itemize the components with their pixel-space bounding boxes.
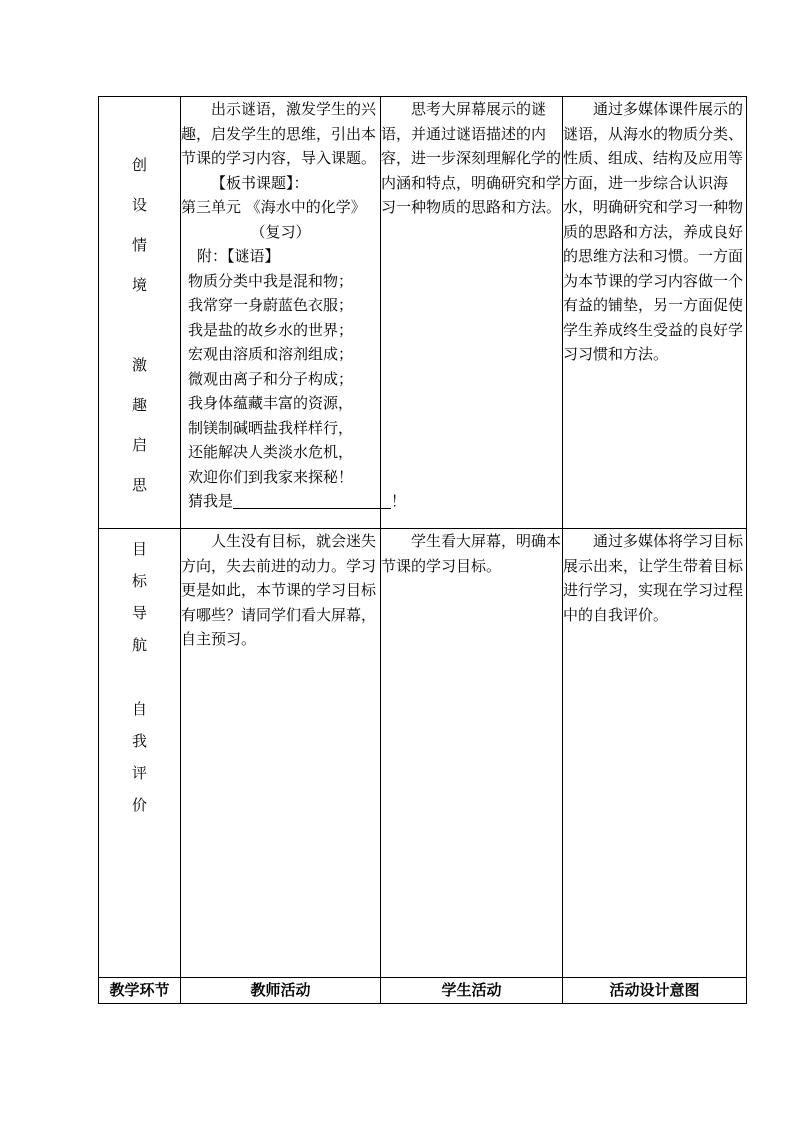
teacher-intro: 出示谜语，激发学生的兴趣，启发学生的思维，引出本节课的学习内容，导入课题。 xyxy=(181,100,377,167)
header-stage: 教学环节 xyxy=(99,978,181,1004)
stage-char: 趣 xyxy=(131,396,147,414)
stage-char: 境 xyxy=(131,276,147,294)
riddle-line: 还能解决人类淡水危机， xyxy=(188,443,354,461)
riddle-line: 欢迎你们到我家来探秘！ xyxy=(188,467,354,486)
stage-char: 标 xyxy=(131,572,147,590)
riddle-line: 我是盐的故乡水的世界； xyxy=(188,320,354,339)
design-intent-cell xyxy=(563,97,747,529)
teacher-activity-cell xyxy=(181,97,407,529)
header-intent: 活动设计意图 xyxy=(563,978,747,1004)
teacher-activity-text: 人生没有目标，就会迷失方向，失去前进的动力。学习更是如此，本节课的学习目标有哪些？请同学们看大屏幕，自主预习。 xyxy=(181,532,377,648)
student-activity-text: 学生看大屏幕，明确本节课的学习目标。 xyxy=(381,532,562,575)
stage-cell xyxy=(99,529,181,978)
stage-char: 我 xyxy=(131,732,147,750)
riddle-line: 我身体蕴藏丰富的资源， xyxy=(188,394,354,412)
riddle-line: 宏观由溶质和溶剂组成； xyxy=(188,345,354,363)
stage-char: 创 xyxy=(131,156,147,174)
design-intent-text: 通过多媒体将学习目标展示出来，让学生带着目标进行学习，实现在学习过程中的自我评价。 xyxy=(563,532,744,624)
riddle-line: 物质分类中我是混和物； xyxy=(188,271,354,290)
table-row xyxy=(99,529,747,978)
stage-cell xyxy=(99,97,181,529)
review-label: （复习） xyxy=(250,222,311,241)
stage-char: 评 xyxy=(131,764,147,782)
riddle-line: 微观由离子和分子构成； xyxy=(188,369,354,388)
stage-char: 自 xyxy=(131,700,147,718)
lesson-plan-table xyxy=(98,96,747,1004)
stage-char: 价 xyxy=(131,796,147,814)
riddle-lines xyxy=(181,269,407,514)
stage-char: 目 xyxy=(131,540,147,558)
header-student: 学生活动 xyxy=(381,978,563,1004)
student-activity-text: 思考大屏幕展示的谜语，并通过谜语描述的内容，进一步深刻理解化学的内涵和特点，明确研究和学习一种物质的思路和方法。 xyxy=(381,100,562,216)
stage-char: 设 xyxy=(131,196,147,214)
student-activity-cell xyxy=(381,97,563,529)
guess-suffix: ！ xyxy=(391,492,407,510)
teacher-activity-cell xyxy=(181,529,381,978)
stage-char: 情 xyxy=(131,236,147,254)
riddle-line: 我常穿一身蔚蓝色衣服； xyxy=(188,296,354,314)
riddle-line: 制镁制碱晒盐我样样行， xyxy=(188,418,354,437)
board-label: 【板书课题】： xyxy=(211,173,309,192)
table-header-row xyxy=(99,978,747,1004)
header-teacher: 教师活动 xyxy=(181,978,381,1004)
stage-char: 导 xyxy=(131,604,147,622)
design-intent-cell xyxy=(563,529,747,978)
riddle-label: 附：【谜语】 xyxy=(197,247,280,265)
guess-prefix: 猜我是 xyxy=(188,492,234,510)
guess-line xyxy=(188,489,407,514)
stage-char: 激 xyxy=(131,356,147,374)
stage-char: 思 xyxy=(131,476,147,494)
stage-char: 航 xyxy=(131,636,147,654)
table-row xyxy=(99,97,747,529)
student-activity-cell xyxy=(381,529,563,978)
unit-title: 第三单元 《海水中的化学》 xyxy=(181,198,366,216)
design-intent-text: 通过多媒体课件展示的谜语，从海水的物质分类、性质、组成、结构及应用等方面，进一步综合认识海水，明确研究和学习一种物质的思路和方法，养成良好的思维方法和习惯。一方面为本节课的学习内容做一个有益的铺垫，另一方面促使学生养成终生受益的良好学习习惯和方法。 xyxy=(563,100,744,363)
answer-blank xyxy=(233,491,391,509)
stage-char: 启 xyxy=(131,436,147,454)
